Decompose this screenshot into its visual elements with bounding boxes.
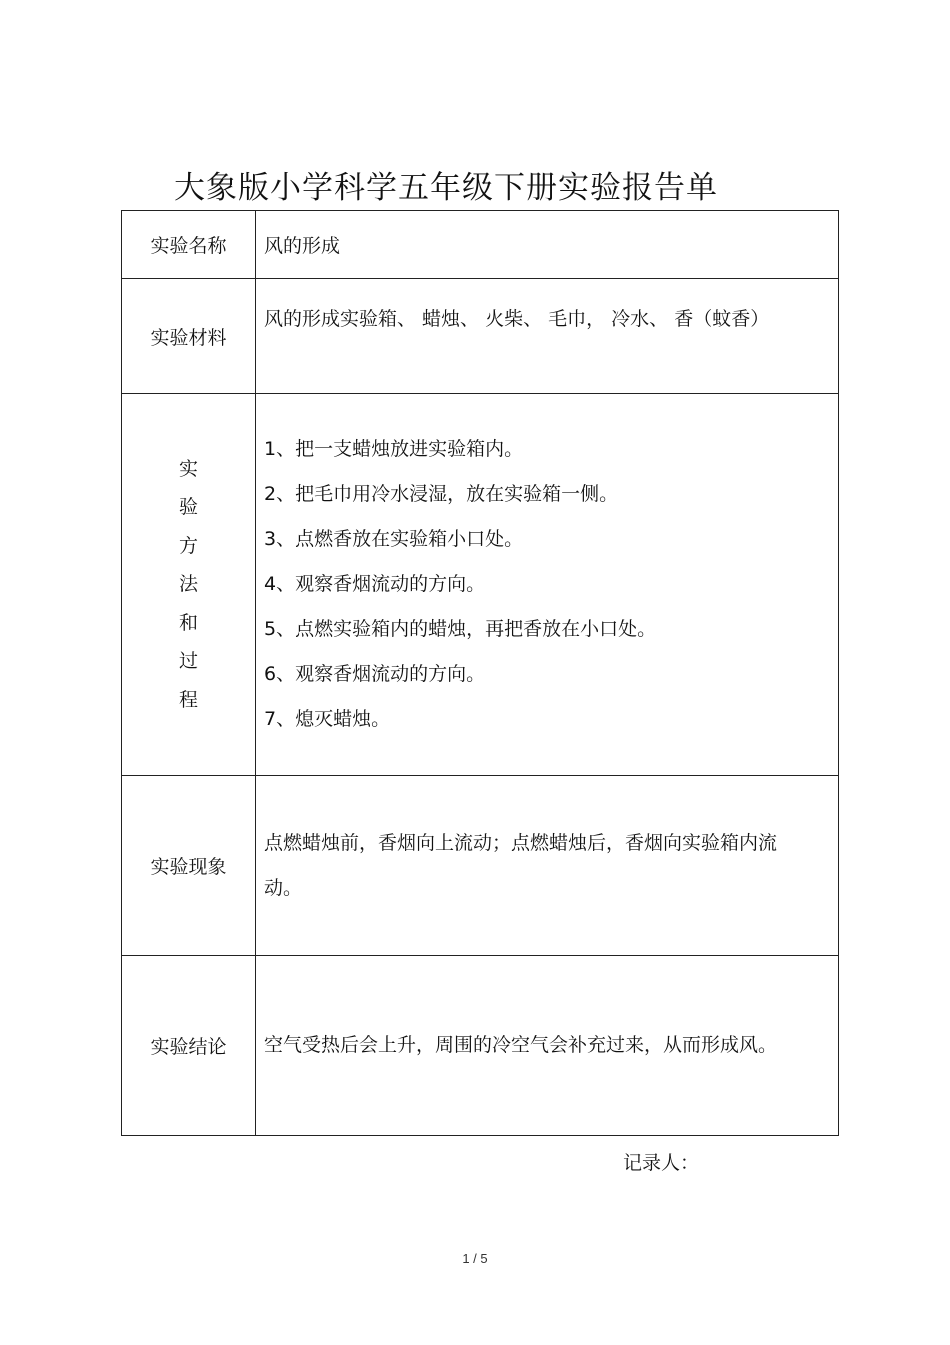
recorder-label: 记录人：	[623, 1152, 700, 1174]
method-step: 1、把一支蜡烛放进实验箱内。	[264, 438, 524, 460]
row-experiment-conclusion	[122, 956, 839, 1136]
method-step: 3、点燃香放在实验箱小口处。	[264, 528, 524, 550]
row-experiment-phenomenon	[122, 776, 839, 956]
method-label-char: 法	[178, 573, 198, 596]
phenomenon-text: 点燃蜡烛前，香烟向上流动；点燃蜡烛后，香烟向实验箱内流动。	[264, 831, 778, 899]
page-number: 1 / 5	[462, 1251, 488, 1266]
method-label-char: 实	[178, 457, 198, 480]
experiment-method-steps	[256, 394, 839, 776]
row-experiment-method	[122, 394, 839, 776]
method-step: 7、熄灭蜡烛。	[264, 708, 391, 730]
experiment-materials-value: 风的形成实验箱、 蜡烛、 火柴、 毛巾， 冷水、 香（蚊香）	[256, 279, 839, 394]
method-label-char: 程	[178, 688, 198, 711]
experiment-conclusion-value	[256, 956, 839, 1136]
experiment-name-value: 风的形成	[256, 211, 839, 279]
method-label-char: 过	[178, 650, 198, 673]
document-title: 大象版小学科学五年级下册实验报告单	[174, 170, 718, 206]
experiment-phenomenon-value	[256, 776, 839, 956]
experiment-name-label: 实验名称	[122, 211, 256, 279]
method-step: 4、观察香烟流动的方向。	[264, 573, 486, 595]
method-step: 2、把毛巾用冷水浸湿，放在实验箱一侧。	[264, 483, 619, 505]
row-experiment-materials	[122, 279, 839, 394]
method-label-char: 验	[178, 496, 198, 519]
conclusion-text: 空气受热后会上升，周围的冷空气会补充过来，从而形成风。	[264, 1034, 778, 1056]
experiment-phenomenon-label: 实验现象	[122, 776, 256, 956]
experiment-conclusion-label: 实验结论	[122, 956, 256, 1136]
method-step: 6、观察香烟流动的方向。	[264, 663, 486, 685]
experiment-method-label	[122, 394, 256, 776]
method-step: 5、点燃实验箱内的蜡烛，再把香放在小口处。	[264, 618, 657, 640]
method-label-char: 和	[178, 611, 198, 634]
row-experiment-name	[122, 211, 839, 279]
experiment-materials-label: 实验材料	[122, 279, 256, 394]
method-label-char: 方	[178, 534, 198, 557]
report-table	[121, 210, 839, 1136]
